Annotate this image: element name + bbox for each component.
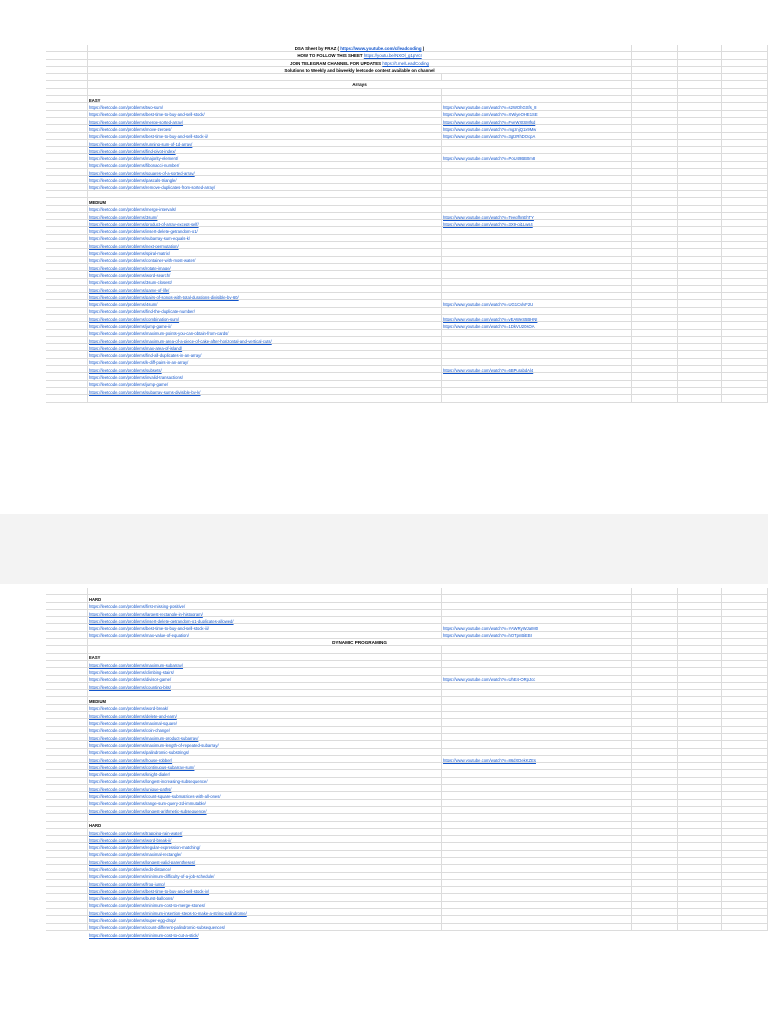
leetcode-problem-link[interactable]: https://leetcode.com/problems/combination-sum/: [89, 316, 180, 322]
leetcode-problem-link[interactable]: https://leetcode.com/problems/regular-expression-matching/: [89, 845, 201, 851]
problem-row: [46, 654, 768, 668]
difficulty-row: [46, 89, 768, 103]
problem-row: [46, 176, 768, 191]
leetcode-problem-link[interactable]: https://leetcode.com/problems/find-the-duplicate-number/: [89, 309, 195, 315]
leetcode-problem-link[interactable]: https://leetcode.com/problems/maximum-length-of-repeated-subarray/: [89, 742, 219, 748]
problem-row: [46, 133, 768, 147]
problem-row: [46, 330, 768, 344]
problem-row: [46, 111, 768, 125]
sheet-page-2: [0, 584, 768, 1024]
problem-row: [46, 359, 768, 373]
leetcode-problem-link[interactable]: https://leetcode.com/problems/delete-and-earn/: [89, 713, 177, 719]
problem-row: [46, 220, 768, 235]
leetcode-problem-link[interactable]: https://leetcode.com/problems/maximal-square/: [89, 721, 177, 727]
problem-row: [46, 206, 768, 220]
problem-row: [46, 734, 768, 748]
problem-row: [46, 603, 768, 617]
leetcode-problem-link[interactable]: https://leetcode.com/problems/3sum/: [89, 214, 158, 220]
problem-row: [46, 894, 768, 909]
problem-row: [46, 792, 768, 807]
youtube-solution-link[interactable]: https://www.youtube.com/watch?v=UG1CvlvF2U: [443, 302, 534, 308]
leetcode-problem-link[interactable]: https://leetcode.com/problems/unique-paths/: [89, 786, 172, 792]
dp-section-title: DYNAMIC PROGRAMING: [88, 639, 632, 645]
youtube-solution-link[interactable]: https://www.youtube.com/watch?v=vEAWeS5BHNI: [443, 316, 538, 322]
problem-row: [46, 924, 768, 938]
difficulty-row: [46, 814, 768, 829]
leetcode-problem-link[interactable]: https://leetcode.com/problems/max-area-of-island/: [89, 345, 183, 351]
leetcode-problem-link[interactable]: https://leetcode.com/problems/container-with-most-water/: [89, 258, 196, 264]
problem-row: [46, 279, 768, 293]
problem-row: [46, 140, 768, 154]
how-to-follow-link[interactable]: https://youtu.be/NXOl_g1pVcI: [363, 53, 422, 59]
problem-row: [46, 96, 768, 111]
problem-row: [46, 843, 768, 858]
leetcode-problem-link[interactable]: https://leetcode.com/problems/minimum-cost-to-merge-stones/: [89, 903, 206, 909]
title-suffix: ): [421, 46, 425, 51]
hard-label: HARD: [89, 597, 102, 602]
difficulty-row: [46, 646, 768, 661]
spreadsheet-grid-bottom: [46, 588, 768, 938]
problem-row: [46, 836, 768, 851]
problem-row: [46, 337, 768, 351]
how-to-follow-text: HOW TO FOLLOW THIS SHEET: [297, 53, 364, 59]
arrays-section-title: Arrays: [88, 81, 632, 87]
leetcode-problem-link[interactable]: https://leetcode.com/problems/minimum-insertion-steps-to-make-a-string-palindrome/: [89, 910, 247, 916]
problem-row: [46, 617, 768, 632]
leetcode-problem-link[interactable]: https://leetcode.com/problems/product-of-array-except-self/: [89, 221, 199, 227]
leetcode-problem-link[interactable]: https://leetcode.com/problems/game-of-life/: [89, 287, 170, 293]
title-text: DSA Sheet by FRAZ (: [294, 46, 341, 51]
leetcode-problem-link[interactable]: https://leetcode.com/problems/range-sum-query-2d-immutable/: [89, 801, 206, 807]
youtube-solution-link[interactable]: https://www.youtube.com/watch?v=s2WOhGSfs_8: [443, 105, 537, 111]
problem-row: [46, 880, 768, 894]
leetcode-problem-link[interactable]: https://leetcode.com/problems/minimum-cost-to-cut-a-stick/: [89, 932, 199, 938]
problem-row: [46, 381, 768, 395]
header-row: [46, 60, 768, 67]
leetcode-problem-link[interactable]: https://leetcode.com/problems/maximum-points-you-can-obtain-from-cards/: [89, 331, 229, 337]
problem-row: [46, 366, 768, 381]
leetcode-problem-link[interactable]: https://leetcode.com/problems/longest-increasing-subsequence/: [89, 779, 208, 785]
leetcode-problem-link[interactable]: https://leetcode.com/problems/subarray-sums-divisible-by-k/: [89, 389, 201, 395]
problem-row: [46, 865, 768, 880]
leetcode-problem-link[interactable]: https://leetcode.com/problems/house-robber/: [89, 757, 173, 763]
leetcode-problem-link[interactable]: https://leetcode.com/problems/fibonacci-number/: [89, 163, 180, 169]
leetcode-problem-link[interactable]: https://leetcode.com/problems/longest-valid-parentheses/: [89, 859, 196, 865]
leetcode-problem-link[interactable]: https://leetcode.com/problems/word-break-ii/: [89, 837, 172, 843]
leetcode-problem-link[interactable]: https://leetcode.com/problems/maximum-subarray/: [89, 662, 184, 668]
leetcode-problem-link[interactable]: https://leetcode.com/problems/word-break/: [89, 706, 169, 712]
problem-row: [46, 705, 768, 719]
leetcode-problem-link[interactable]: https://leetcode.com/problems/4sum/: [89, 302, 158, 308]
leetcode-problem-link[interactable]: https://leetcode.com/problems/maximal-rectangle/: [89, 852, 182, 858]
problem-row: [46, 595, 768, 610]
leetcode-problem-link[interactable]: https://leetcode.com/problems/burst-balloons/: [89, 896, 174, 902]
problem-row: [46, 271, 768, 286]
problem-row: [46, 610, 768, 624]
leetcode-problem-link[interactable]: https://leetcode.com/problems/best-time-to-buy-and-sell-stock-ii/: [89, 134, 208, 140]
problem-row: [46, 763, 768, 778]
leetcode-problem-link[interactable]: https://leetcode.com/problems/two-sum/: [89, 105, 164, 111]
youtube-solution-link[interactable]: https://www.youtube.com/watch?v=6BPurabdAl4: [443, 367, 534, 373]
telegram-line: [88, 60, 632, 66]
leetcode-problem-link[interactable]: https://leetcode.com/problems/maximum-area-of-a-piece-of-cake-after-horizontal-and-vertical-cuts/: [89, 338, 272, 344]
leetcode-problem-link[interactable]: https://leetcode.com/problems/find-pivot-index/: [89, 148, 176, 154]
problem-row: [46, 800, 768, 814]
blank-row: [46, 74, 768, 81]
leetcode-problem-link[interactable]: https://leetcode.com/problems/divisor-game/: [89, 677, 172, 683]
difficulty-row: [46, 690, 768, 705]
telegram-text: JOIN TELEGRAM CHANNEL FOR UPDATES: [290, 60, 383, 66]
youtube-solution-link[interactable]: https://www.youtube.com/watch?v=TeegfhnEhTY: [443, 214, 534, 220]
problem-row: [46, 909, 768, 924]
problem-row: [46, 351, 768, 366]
leetcode-problem-link[interactable]: https://leetcode.com/problems/best-time-to-buy-and-sell-stock-iv/: [89, 888, 210, 894]
header-row: [46, 52, 768, 59]
leetcode-problem-link[interactable]: https://leetcode.com/problems/move-zeroes/: [89, 126, 172, 132]
blank-row: [46, 395, 768, 402]
problem-row: [46, 257, 768, 271]
header-row: [46, 45, 768, 52]
leetcode-problem-link[interactable]: https://leetcode.com/problems/climbing-stairs/: [89, 669, 174, 675]
leetcode-problem-link[interactable]: https://leetcode.com/problems/pairs-of-songs-with-total-durations-divisible-by-60/: [89, 294, 239, 300]
problem-row: [46, 785, 768, 800]
youtube-solution-link[interactable]: https://www.youtube.com/watch?v=1DkVU20sOA: [443, 323, 535, 329]
title-line: [88, 45, 632, 51]
problem-row: [46, 125, 768, 140]
problem-row: [46, 873, 768, 887]
problem-row: [46, 829, 768, 843]
youtube-solution-link[interactable]: https://www.youtube.com/watch?v=mgznjQ1x9Mw: [443, 126, 537, 132]
leetcode-problem-link[interactable]: https://leetcode.com/problems/longest-arithmetic-subsequence/: [89, 808, 207, 814]
spreadsheet-grid-top: [46, 45, 768, 403]
leetcode-problem-link[interactable]: https://leetcode.com/problems/running-sum-of-1d-array/: [89, 141, 193, 147]
leetcode-problem-link[interactable]: https://leetcode.com/problems/minimum-difficulty-of-a-job-schedule/: [89, 874, 215, 880]
problem-row: [46, 770, 768, 785]
leetcode-problem-link[interactable]: https://leetcode.com/problems/squares-of-a-sorted-array/: [89, 170, 195, 176]
problem-row: [46, 916, 768, 931]
leetcode-problem-link[interactable]: https://leetcode.com/problems/merge-sorted-array/: [89, 119, 184, 125]
problem-row: [46, 712, 768, 727]
leetcode-problem-link[interactable]: https://leetcode.com/problems/merge-intervals/: [89, 207, 177, 213]
header-row: [46, 67, 768, 74]
problem-row: [46, 741, 768, 756]
leetcode-problem-link[interactable]: https://leetcode.com/problems/insert-delete-getrandom-o1/: [89, 229, 198, 235]
leetcode-problem-link[interactable]: https://leetcode.com/problems/count-different-palindromic-subsequences/: [89, 925, 226, 931]
leetcode-problem-link[interactable]: https://leetcode.com/problems/continuous-subarray-sum/: [89, 764, 195, 770]
problem-row: [46, 676, 768, 690]
difficulty-row: [46, 588, 768, 602]
leetcode-problem-link[interactable]: https://leetcode.com/problems/subarray-sum-equals-k/: [89, 236, 191, 242]
problem-row: [46, 373, 768, 388]
problem-row: [46, 727, 768, 741]
youtube-solution-link[interactable]: https://www.youtube.com/watch?v=FyeWXtSMfsd: [443, 119, 536, 125]
problem-row: [46, 858, 768, 872]
problem-row: [46, 624, 768, 639]
leetcode-problem-link[interactable]: https://leetcode.com/problems/trapping-rain-water/: [89, 830, 183, 836]
youtube-solution-link[interactable]: https://www.youtube.com/watch?v=86dXDekKZEs: [443, 757, 536, 763]
problem-row: [46, 887, 768, 902]
problem-row: [46, 242, 768, 257]
leetcode-problem-link[interactable]: https://leetcode.com/problems/pascals-triangle/: [89, 178, 177, 184]
blank-row: [46, 632, 768, 639]
hard-label: HARD: [89, 823, 102, 829]
problem-row: [46, 902, 768, 916]
problem-row: [46, 778, 768, 792]
problem-row: [46, 293, 768, 308]
leetcode-problem-link[interactable]: https://leetcode.com/problems/maximum-product-subarray/: [89, 735, 199, 741]
leetcode-problem-link[interactable]: https://leetcode.com/problems/largest-rectangle-in-histogram/: [89, 611, 203, 617]
leetcode-problem-link[interactable]: https://leetcode.com/problems/next-permutation/: [89, 243, 179, 249]
leetcode-problem-link[interactable]: https://leetcode.com/problems/jump-game-ii/: [89, 323, 172, 329]
blank-row: [46, 807, 768, 814]
leetcode-problem-link[interactable]: https://leetcode.com/problems/knight-dialer/: [89, 772, 170, 778]
leetcode-problem-link[interactable]: https://leetcode.com/problems/palindromic-substrings/: [89, 750, 190, 756]
page-gap: [0, 514, 768, 584]
problem-row: [46, 822, 768, 836]
problem-row: [46, 198, 768, 213]
problem-row: [46, 227, 768, 242]
leetcode-problem-link[interactable]: https://leetcode.com/problems/max-value-of-equation/: [89, 633, 189, 639]
leetcode-problem-link[interactable]: https://leetcode.com/problems/coin-change/: [89, 728, 171, 734]
problem-row: [46, 661, 768, 675]
leetcode-problem-link[interactable]: https://leetcode.com/problems/remove-duplicates-from-sorted-array/: [89, 185, 216, 191]
blank-row: [46, 388, 768, 395]
easy-label: EASY: [89, 655, 101, 661]
how-to-follow-line: [88, 52, 632, 58]
problem-row: [46, 154, 768, 169]
problem-row: [46, 308, 768, 322]
problem-row: [46, 162, 768, 176]
youtube-solution-link[interactable]: https://www.youtube.com/watch?v=YAWRyWJaIM0: [443, 626, 539, 632]
easy-label: EASY: [89, 97, 101, 103]
leetcode-problem-link[interactable]: https://leetcode.com/problems/best-time-to-buy-and-sell-stock/: [89, 112, 205, 118]
youtube-solution-link[interactable]: https://www.youtube.com/watch?v=XWiyeOHE1SE: [443, 112, 538, 118]
leetcode-problem-link[interactable]: https://leetcode.com/problems/frog-jump/: [89, 881, 165, 887]
youtube-channel-link[interactable]: https://www.youtube.com/c/leadcoding: [340, 46, 422, 51]
problem-row: [46, 103, 768, 118]
problem-row: [46, 322, 768, 337]
problem-row: [46, 147, 768, 162]
leetcode-problem-link[interactable]: https://leetcode.com/problems/rotate-image/: [89, 265, 171, 271]
youtube-solution-link[interactable]: https://www.youtube.com/watch?v=UhE4-ORpJcc: [443, 677, 536, 683]
leetcode-problem-link[interactable]: https://leetcode.com/problems/count-square-submatrices-with-all-ones/: [89, 794, 221, 800]
leetcode-problem-link[interactable]: https://leetcode.com/problems/majority-element/: [89, 156, 179, 162]
youtube-solution-link[interactable]: https://www.youtube.com/watch?v=PoU49BB0m8: [443, 156, 536, 162]
leetcode-problem-link[interactable]: https://leetcode.com/problems/edit-distance/: [89, 866, 171, 872]
leetcode-problem-link[interactable]: https://leetcode.com/problems/counting-bits/: [89, 684, 171, 690]
leetcode-problem-link[interactable]: https://leetcode.com/problems/best-time-to-buy-and-sell-stock-iii/: [89, 626, 209, 632]
telegram-link[interactable]: https://t.me/LeadCoding: [382, 60, 429, 66]
medium-label: MEDIUM: [89, 199, 106, 205]
leetcode-problem-link[interactable]: https://leetcode.com/problems/subsets/: [89, 367, 162, 373]
section-row: [46, 639, 768, 646]
problem-row: [46, 719, 768, 734]
medium-label: MEDIUM: [89, 699, 106, 705]
problem-row: [46, 249, 768, 264]
youtube-solution-link[interactable]: https://www.youtube.com/watch?v=3gtzRhDOcpA: [443, 134, 536, 140]
leetcode-problem-link[interactable]: https://leetcode.com/problems/invalid-transactions/: [89, 375, 184, 381]
problem-row: [46, 169, 768, 184]
problem-row: [46, 851, 768, 865]
problem-row: [46, 697, 768, 712]
problem-row: [46, 756, 768, 770]
blank-row: [46, 683, 768, 690]
leetcode-problem-link[interactable]: https://leetcode.com/problems/k-diff-pairs-in-an-array/: [89, 360, 189, 366]
problem-row: [46, 118, 768, 132]
leetcode-problem-link[interactable]: https://leetcode.com/problems/super-egg-drop/: [89, 918, 176, 924]
difficulty-row: [46, 191, 768, 205]
problem-row: [46, 668, 768, 683]
leetcode-problem-link[interactable]: https://leetcode.com/problems/insert-delete-getrandom-o1-duplicates-allowed/: [89, 618, 234, 624]
blank-row: [46, 184, 768, 191]
youtube-solution-link[interactable]: https://www.youtube.com/watch?v=3X9-gi1Lws4: [443, 221, 533, 227]
section-row: [46, 81, 768, 88]
leetcode-problem-link[interactable]: https://leetcode.com/problems/spiral-matrix/: [89, 251, 170, 257]
problem-row: [46, 749, 768, 763]
leetcode-problem-link[interactable]: https://leetcode.com/problems/word-search/: [89, 272, 171, 278]
leetcode-problem-link[interactable]: https://leetcode.com/problems/3sum-closest/: [89, 280, 172, 286]
problem-row: [46, 235, 768, 249]
problem-row: [46, 213, 768, 227]
leetcode-problem-link[interactable]: https://leetcode.com/problems/find-all-duplicates-in-an-array/: [89, 353, 202, 359]
leetcode-problem-link[interactable]: https://leetcode.com/problems/jump-game/: [89, 382, 169, 388]
youtube-solution-link[interactable]: https://www.youtube.com/watch?v=hOTpnBiEBI: [443, 633, 532, 639]
leetcode-problem-link[interactable]: https://leetcode.com/problems/first-missing-positive/: [89, 604, 186, 610]
problem-row: [46, 286, 768, 300]
problem-row: [46, 344, 768, 359]
problem-row: [46, 264, 768, 278]
problem-row: [46, 315, 768, 329]
problem-row: [46, 300, 768, 315]
contest-note: Solutions to Weekly and biweekly leetcode contest available on channel: [88, 67, 632, 73]
